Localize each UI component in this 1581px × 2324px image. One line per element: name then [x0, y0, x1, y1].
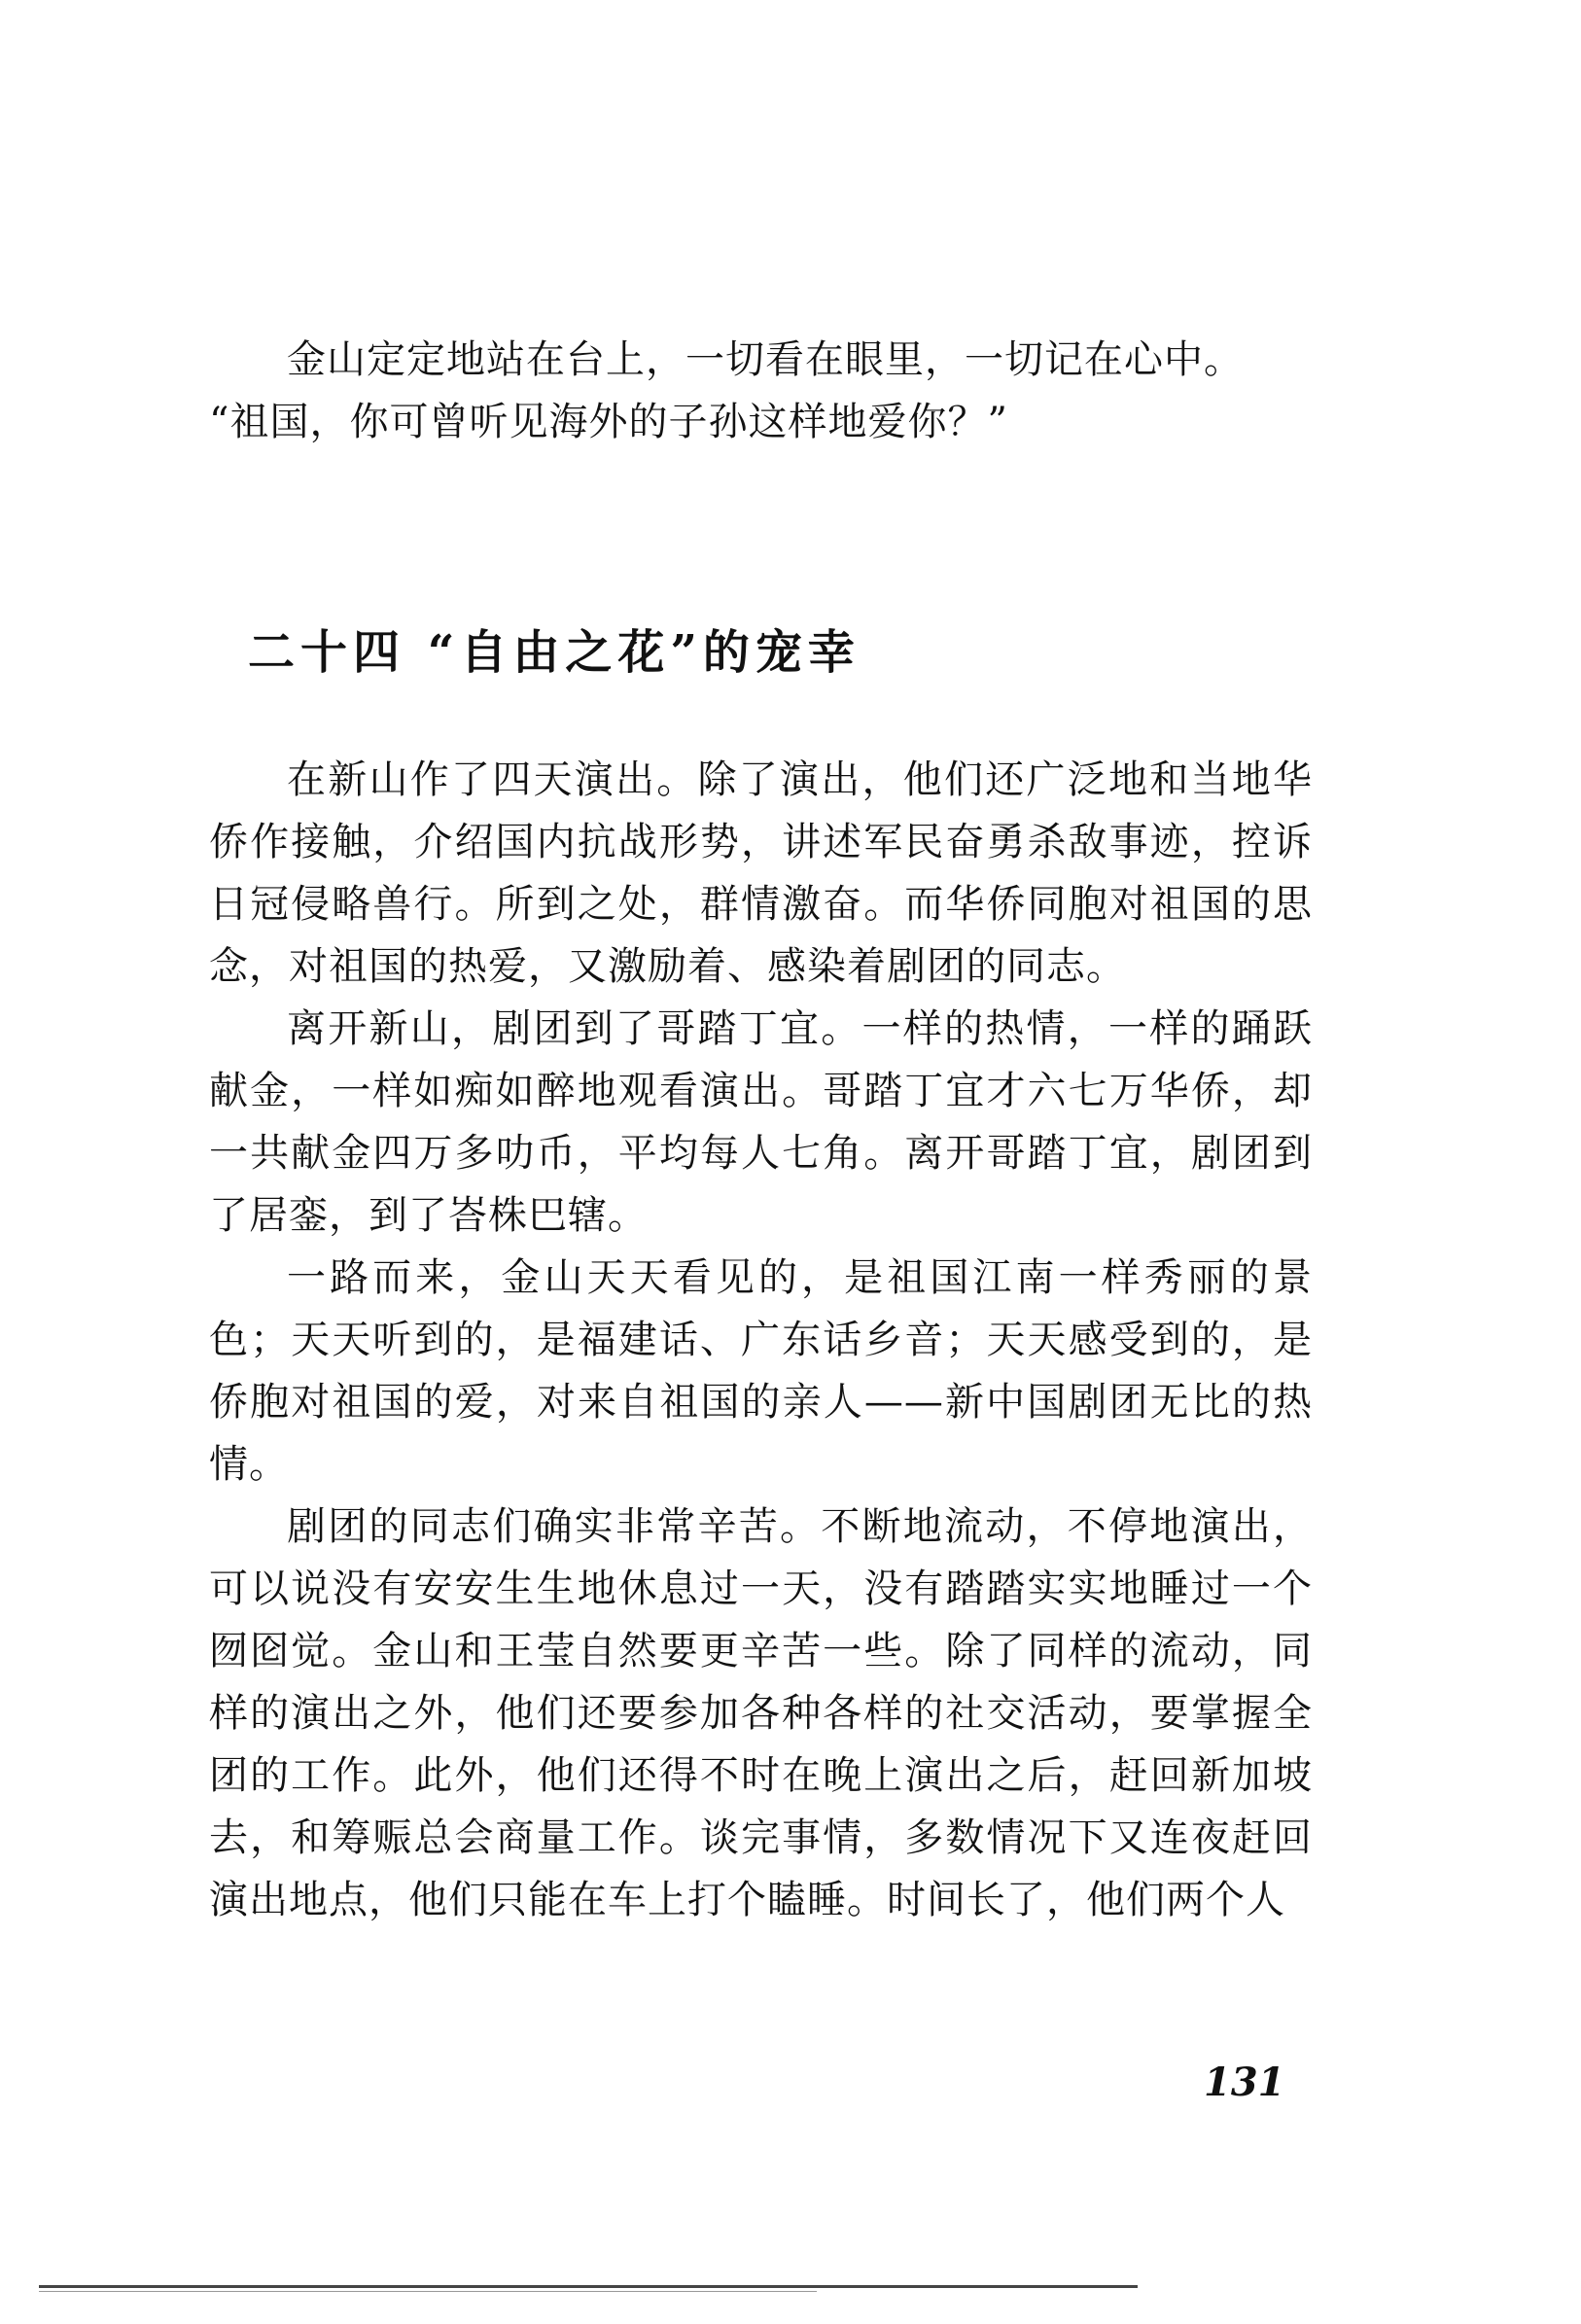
intro-passage	[209, 329, 1313, 453]
body-paragraph: 在新山作了四天演出。除了演出，他们还广泛地和当地华侨作接触，介绍国内抗战形势，讲述军民奋勇杀敌事迹，控诉日冠侵略兽行。所到之处，群情激奋。而华侨同胞对祖国的思念，对祖国的热爱，又激励着、感染着剧团的同志。	[209, 757, 1313, 989]
body-paragraph: 剧团的同志们确实非常辛苦。不断地流动，不停地演出，可以说没有安安生生地休息过一天，没有踏踏实实地睡过一个囫囵觉。金山和王莹自然要更辛苦一些。除了同样的流动，同样的演出之外，他们还要参加各种各样的社交活动，要掌握全团的工作。此外，他们还得不时在晚上演出之后，赶回新加坡去，和筹赈总会商量工作。谈完事情，多数情况下又连夜赶回演出地点，他们只能在车上打个瞌睡。时间长了，他们两个人	[209, 1504, 1313, 1922]
intro-quote: “祖国，你可曾听见海外的子孙这样地爱你？”	[209, 400, 1008, 444]
page-number: 131	[1204, 2060, 1285, 2105]
chapter-title: 二十四 “自由之花”的宠幸	[248, 625, 861, 680]
scan-edge-line	[39, 2291, 817, 2292]
intro-line: 金山定定地站在台上，一切看在眼里，一切记在心中。	[287, 337, 1244, 382]
chapter-body	[209, 749, 1313, 1931]
body-paragraph: 离开新山，剧团到了哥踏丁宜。一样的热情，一样的踊跃献金，一样如痴如醉地观看演出。哥踏丁宜才六七万华侨，却一共献金四万多叻币，平均每人七角。离开哥踏丁宜，剧团到了居銮，到了峇株巴辖。	[209, 1006, 1313, 1238]
scan-edge-line	[39, 2285, 1138, 2288]
body-paragraph: 一路而来，金山天天看见的，是祖国江南一样秀丽的景色；天天听到的，是福建话、广东话乡音；天天感受到的，是侨胞对祖国的爱，对来自祖国的亲人——新中国剧团无比的热情。	[209, 1255, 1313, 1487]
